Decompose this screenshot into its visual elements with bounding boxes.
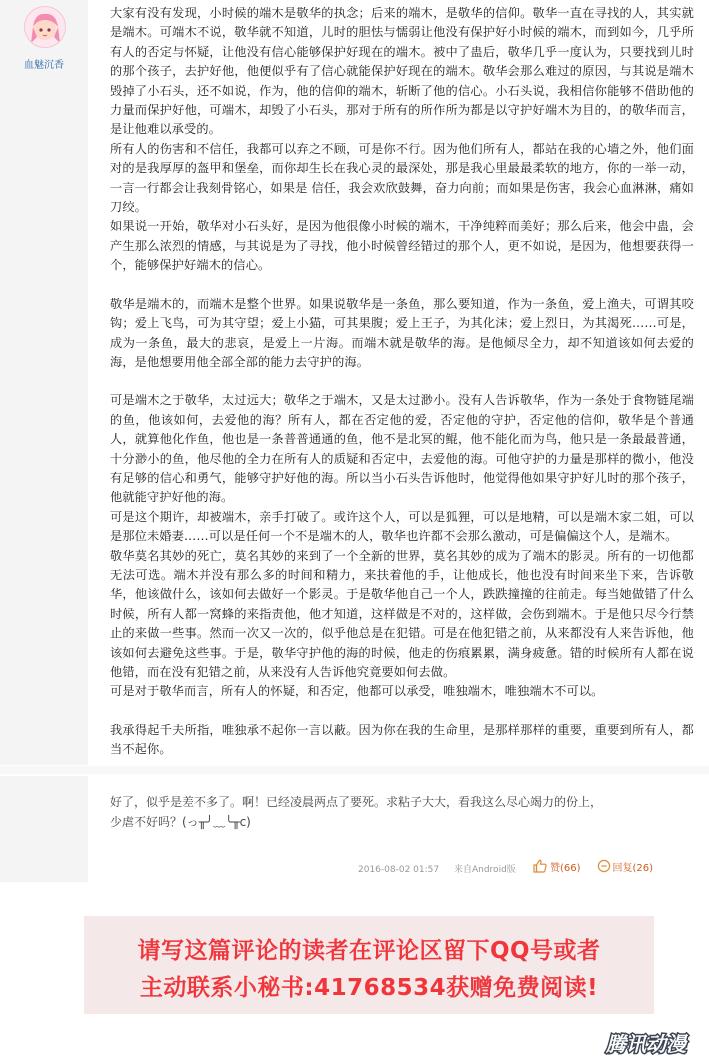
like-label: 赞(66) — [550, 862, 581, 874]
reply-icon — [597, 859, 611, 873]
comment-meta — [358, 862, 528, 875]
paragraph: 大家有没有发现，小时候的端木是敬华的执念；后来的端木，是敬华的信仰。敬华一直在寻找的人，其实就是端木。可端木不说，敬华就不知道，儿时的胆怯与懦弱让他没有保护好小时候的端木，而到如今，几乎所有人的否定与怀疑，让他没有信心能够保护好现在的端木。被中了蛊后，敬华几乎一度认为，只要找到儿时的那个孩子，去护好他，他便似乎有了信心就能保护好现在的端木。敬华会那么难过的原因，与其说是端木毁掉了小石头，还不如说，作为，他的信仰的端木，斩断了他的信心。小石头说，我相信你能够不借助他的力量而保护好他，可端木，却毁了小石头，那对于所有的所作所为都是以守护好端木为目的，的敬华而言，是让他难以承受的。 — [110, 6, 694, 137]
promo-line-1: 请写这篇评论的读者在评论区留下QQ号或者 — [137, 938, 601, 964]
author-name[interactable]: 血魅沉香 — [24, 60, 64, 71]
like-button[interactable] — [532, 858, 581, 874]
comment-container — [0, 776, 709, 882]
comment-source: 来自Android版 — [453, 865, 516, 875]
paragraph: 所有人的伤害和不信任，我都可以弃之不顾，可是你不行。因为他们所有人，都站在我的心墙之外，他们面对的是我厚厚的盔甲和堡垒，而你却生长在我心灵的最深处，那是我心里最最柔软的地方，你的一举一动，一言一行都会让我刻骨铭心，如果是 信任，我会欢欣鼓舞，奋力向前；而如果是伤害，我会心血淋淋，痛如刀绞。 — [110, 141, 694, 215]
promo-banner — [84, 916, 654, 1014]
thumbs-up-icon — [532, 858, 548, 874]
reply-button[interactable] — [597, 859, 654, 874]
watermark-text: 腾讯动漫 — [606, 1032, 686, 1056]
paragraph: 敬华是端木的，而端木是整个世界。如果说敬华是一条鱼，那么要知道，作为一条鱼，爱上渔夫，可谓其咬钩；爱上飞鸟，可为其守望；爱上小猫，可其果腹；爱上王子，为其化沫；爱上烈日，为其渴死……可是，成为一条鱼，最大的悲哀，是爱上一片海。而端木就是敬华的海。是他倾尽全力，却不知道该如何去爱的海，是他想要用他全部全部的能力去守护的海。 — [110, 296, 694, 369]
avatar[interactable] — [24, 6, 66, 48]
reply-label: 回复(26) — [612, 862, 654, 874]
watermark-logo-image — [588, 1028, 704, 1058]
promo-line-2: 主动联系小秘书:41768534获赠免费阅读! — [139, 975, 599, 1001]
watermark-logo — [588, 1028, 704, 1058]
avatar-image — [25, 7, 65, 47]
comment-sidebar — [0, 776, 88, 882]
post-sidebar — [0, 0, 88, 765]
paragraph: 敬华莫名其妙的死亡，莫名其妙的来到了一个全新的世界，莫名其妙的成为了端木的影灵。所有的一切他都无法可选。端木并没有那么多的时间和精力，来扶着他的手，让他成长，他也没有时间来坐下来，告诉敬华，他该做什么，该如何去做好一个影灵。于是敬华他自己一个人，跌跌撞撞的往前走。每当她做错了什么时候，所有人都一窝蜂的来指责他，他才知道，这样做是不对的，这样做，会伤到端木。于是他只尽今行禁止的来做一些事。然而一次又一次的，似乎他总是在犯错。可是在他犯错之前，从来都没有人来告诉他，他该如何去避免这些事。于是，敬华守护他的海的时候，他走的伤痕累累，满身疲惫。错的时候所有人都在说他错，而在没有犯错之前，从来没有人告诉他究竟要如何去做。 — [110, 548, 694, 679]
paragraph: 可是这个期许，却被端木，亲手打破了。或许这个人，可以是狐狸，可以是地精，可以是端木家二姐，可以是那位未婚妻……可以是任何一个不是端木的人，敬华也许都不会那么激动，可是偏偏这个人，是端木。 — [110, 509, 694, 544]
paragraph: 可是端木之于敬华，太过远大；敬华之于端木，又是太过渺小。没有人告诉敬华，作为一条处于食物链尾端的鱼，他该如何，去爱他的海？所有人，都在否定他的爱，否定他的守护，否定他的信仰，敬华是个普通人，就算他化作鱼，他也是一条普普通通的鱼，他不是北冥的鲲，他不能化而为鸟，他只是一条最最普通，十分渺小的鱼，他尽他的全力在所有人的质疑和否定中，去爱他的海。可他守护的力量是那样的微小，他没有足够的信心和勇气，能够守护好他的海。所以当小石头告诉他时，他觉得他如果守护好儿时的那个孩子，他就能守护好他的海。 — [110, 393, 694, 505]
comment-actions — [532, 858, 669, 874]
post-body — [110, 4, 694, 760]
section-divider — [0, 766, 709, 774]
paragraph: 如果说一开始，敬华对小石头好，是因为他很像小时候的端木，干净纯粹而美好；那么后来，他会中蛊，会产生那么浓烈的情感，与其说是为了寻找，他小时候曾经错过的那个人，更不如说，是因为，他想要获得一个，能够保护好端木的信心。 — [110, 219, 694, 273]
comment-text: 好了，似乎是差不多了。啊！已经凌晨两点了要死。求粘子大大，看我这么尽心竭力的份上，少虐不好吗？(っ╥╯﹏╰╥c) — [110, 795, 603, 829]
paragraph: 我承得起千夫所指，唯独承不起你一言以蔽。因为你在我的生命里，是那样那样的重要，重要到所有人，都当不起你。 — [110, 722, 694, 757]
comment-timestamp: 2016-08-02 01:57 — [358, 865, 440, 875]
paragraph: 可是对于敬华而言，所有人的怀疑，和否定，他都可以承受，唯独端木，唯独端木不可以。 — [110, 684, 604, 699]
